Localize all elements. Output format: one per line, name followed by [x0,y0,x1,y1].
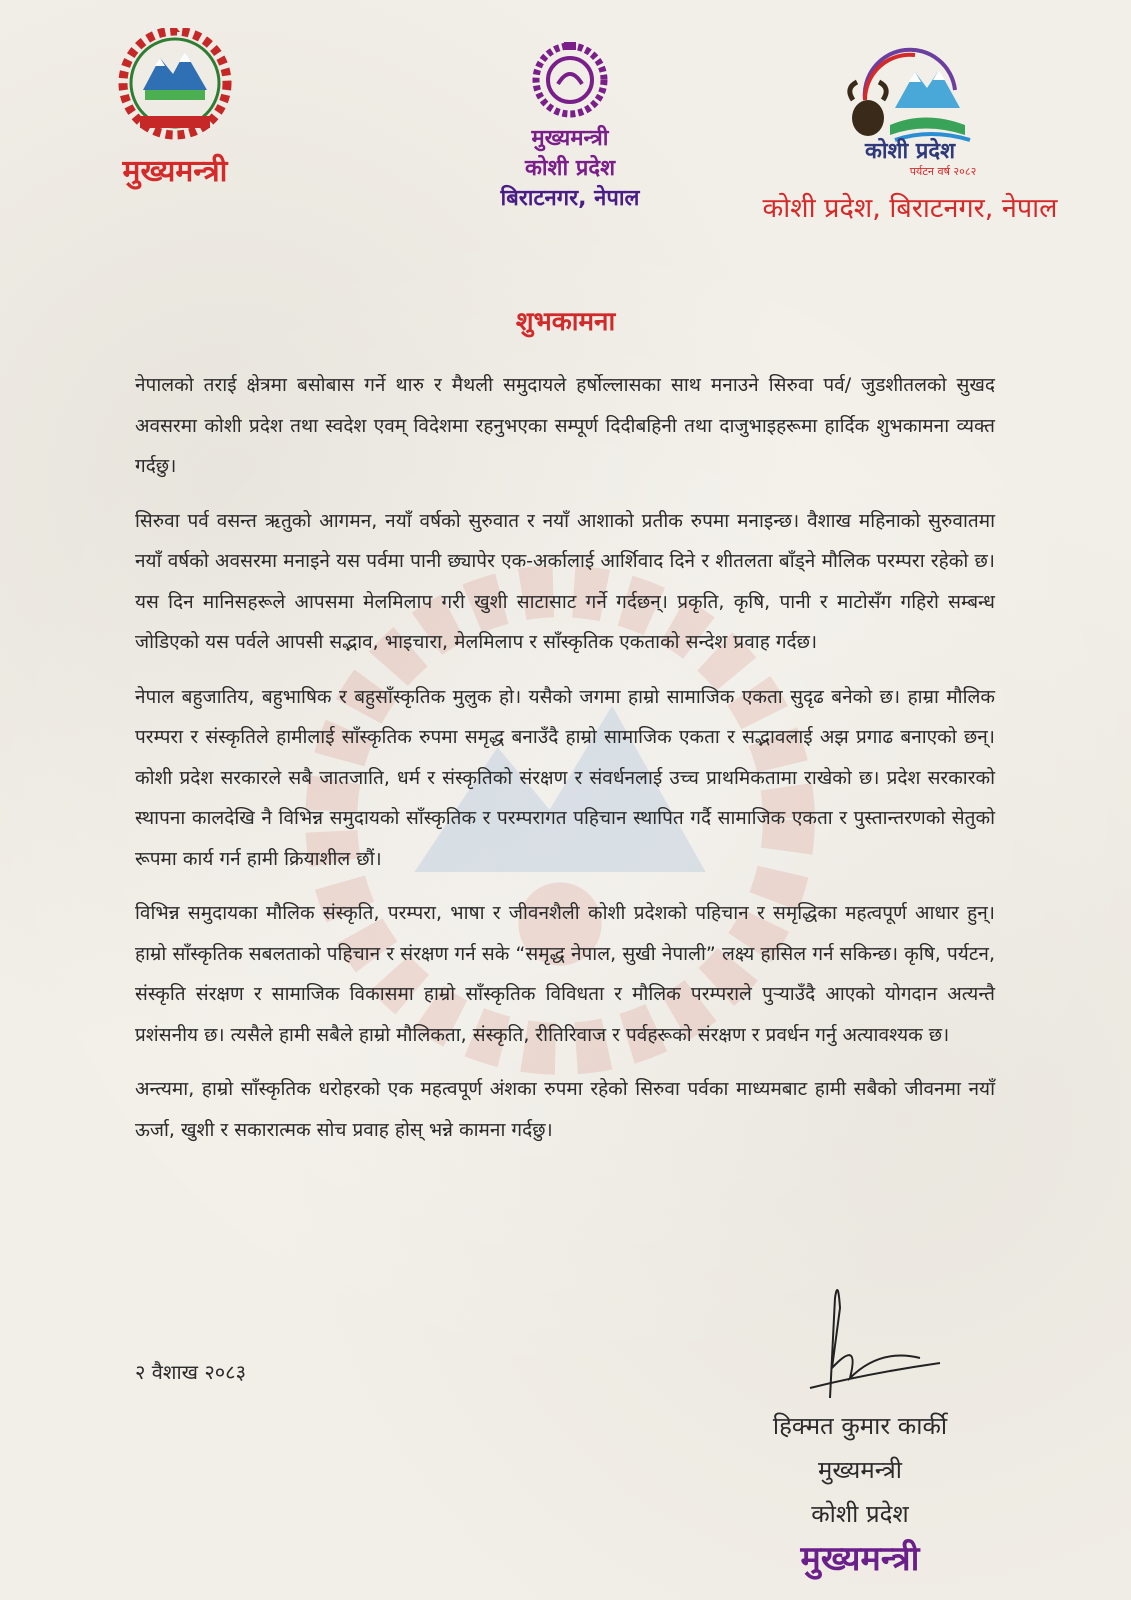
middle-line-3: बिराटनगर, नेपाल [500,186,640,211]
letter-date: २ वैशाख २०८३ [135,1360,246,1384]
letter-body [135,365,995,1164]
paragraph-3: नेपाल बहुजातिय, बहुभाषिक र बहुसाँस्कृतिक मुलुक हो। यसैको जगमा हाम्रो सामाजिक एकता सुदृढ बनेको छ। हाम्रा मौलिक परम्परा र संस्कृतिले हामीलाई साँस्कृतिक रुपमा समृद्ध बनाउँदै हाम्रो सामाजिक एकता र सद्भावलाई अझ प्रगाढ बनाएको छन्। कोशी प्रदेश सरकारले सबै जातजाति, धर्म र संस्कृतिको संरक्षण र संवर्धनलाई उच्च प्राथमिकतामा राखेको छ। प्रदेश सरकारको स्थापना कालदेखि नै विभिन्न समुदायको साँस्कृतिक र परम्परागत पहिचान स्थापित गर्दै सामाजिक एकता र पुस्तान्तरणको सेतुको रूपमा कार्य गर्न हामी क्रियाशील छौं। [135,685,995,870]
paragraph-4: विभिन्न समुदायका मौलिक संस्कृति, परम्परा, भाषा र जीवनशैली कोशी प्रदेशको पहिचान र समृद्धिका महत्वपूर्ण आधार हुन्। हाम्रो साँस्कृतिक सबलताको पहिचान र संरक्षण गर्न सके “समृद्ध नेपाल, सुखी नेपाली” लक्ष्य हासिल गर्न सकिन्छ। कृषि, पर्यटन, संस्कृति संरक्षण र सामाजिक विकासमा हाम्रो साँस्कृतिक विविधता र मौलिक परम्पराले पुऱ्याउँदै आएको योगदान अत्यन्तै प्रशंसनीय छ। त्यसैले हामी सबैले हाम्रो मौलिकता, संस्कृति, रीतिरिवाज र पर्वहरूको संरक्षण र प्रवर्धन गर्नु अत्यावश्यक छ। [135,902,995,1046]
right-logo-subtext: पर्यटन वर्ष २०८२ [909,165,977,178]
middle-line-1: मुख्यमन्त्री [531,126,609,151]
signatory-name: हिक्मत कुमार कार्की [772,1412,948,1440]
signatory-office: कोशी प्रदेश [811,1500,909,1528]
letter-heading: शुभकामना [515,307,616,337]
signature-mark [740,1268,990,1408]
right-logo-text: कोशी प्रदेश [864,139,956,164]
paragraph-5: अन्त्यमा, हाम्रो साँस्कृतिक धरोहरको एक महत्वपूर्ण अंशका रुपमा रहेको सिरुवा पर्वका माध्यमबाट हामी सबैको जीवनमा नयाँ ऊर्जा, खुशी र सकारात्मक सोच प्रवाह होस् भन्ने कामना गर्दछु। [135,1078,995,1141]
paragraph-1: नेपालको तराई क्षेत्रमा बसोबास गर्ने थारु र मैथली समुदायले हर्षोल्लासका साथ मनाउने सिरुवा पर्व/ जुडशीतलको सुखद अवसरमा कोशी प्रदेश तथा स्वदेश एवम् विदेशमा रहनुभएका सम्पूर्ण दिदीबहिनी तथा दाजुभाइहरूमा हार्दिक शुभकामना व्यक्त गर्दछु। [135,374,995,477]
header-middle [470,40,670,214]
cm-seal-icon [522,40,618,120]
nepal-emblem-icon [115,28,235,143]
header-right [740,30,1080,225]
paragraph-2: सिरुवा पर्व वसन्त ऋतुको आगमन, नयाँ वर्षको सुरुवात र नयाँ आशाको प्रतीक रुपमा मनाइन्छ। वैशाख महिनाको सुरुवातमा नयाँ वर्षको अवसरमा मनाइने यस पर्वमा पानी छ्यापेर एक-अर्कालाई आर्शिवाद दिने र शीतलता बाँड्ने मौलिक परम्परा रहेको छ। यस दिन मानिसहरूले आपसमा मेलमिलाप गरी खुशी साटासाट गर्ने गर्दछन्। प्रकृति, कृषि, पानी र माटोसँग गहिरो सम्बन्ध जोडिएको यस पर्वले आपसी सद्भाव, भाइचारा, मेलमिलाप र साँस्कृतिक एकताको सन्देश प्रवाह गर्दछ। [135,509,995,653]
middle-line-2: कोशी प्रदेश [524,156,616,181]
signatory-stamp: मुख्यमन्त्री [800,1539,920,1579]
koshi-tourism-logo-icon [835,30,985,180]
signature-block [740,1404,980,1582]
signatory-title: मुख्यमन्त्री [818,1456,902,1484]
left-seal-label: मुख्यमन्त्री [122,154,228,189]
header-left [100,28,250,190]
right-caption: कोशी प्रदेश, बिराटनगर, नेपाल [762,193,1058,224]
